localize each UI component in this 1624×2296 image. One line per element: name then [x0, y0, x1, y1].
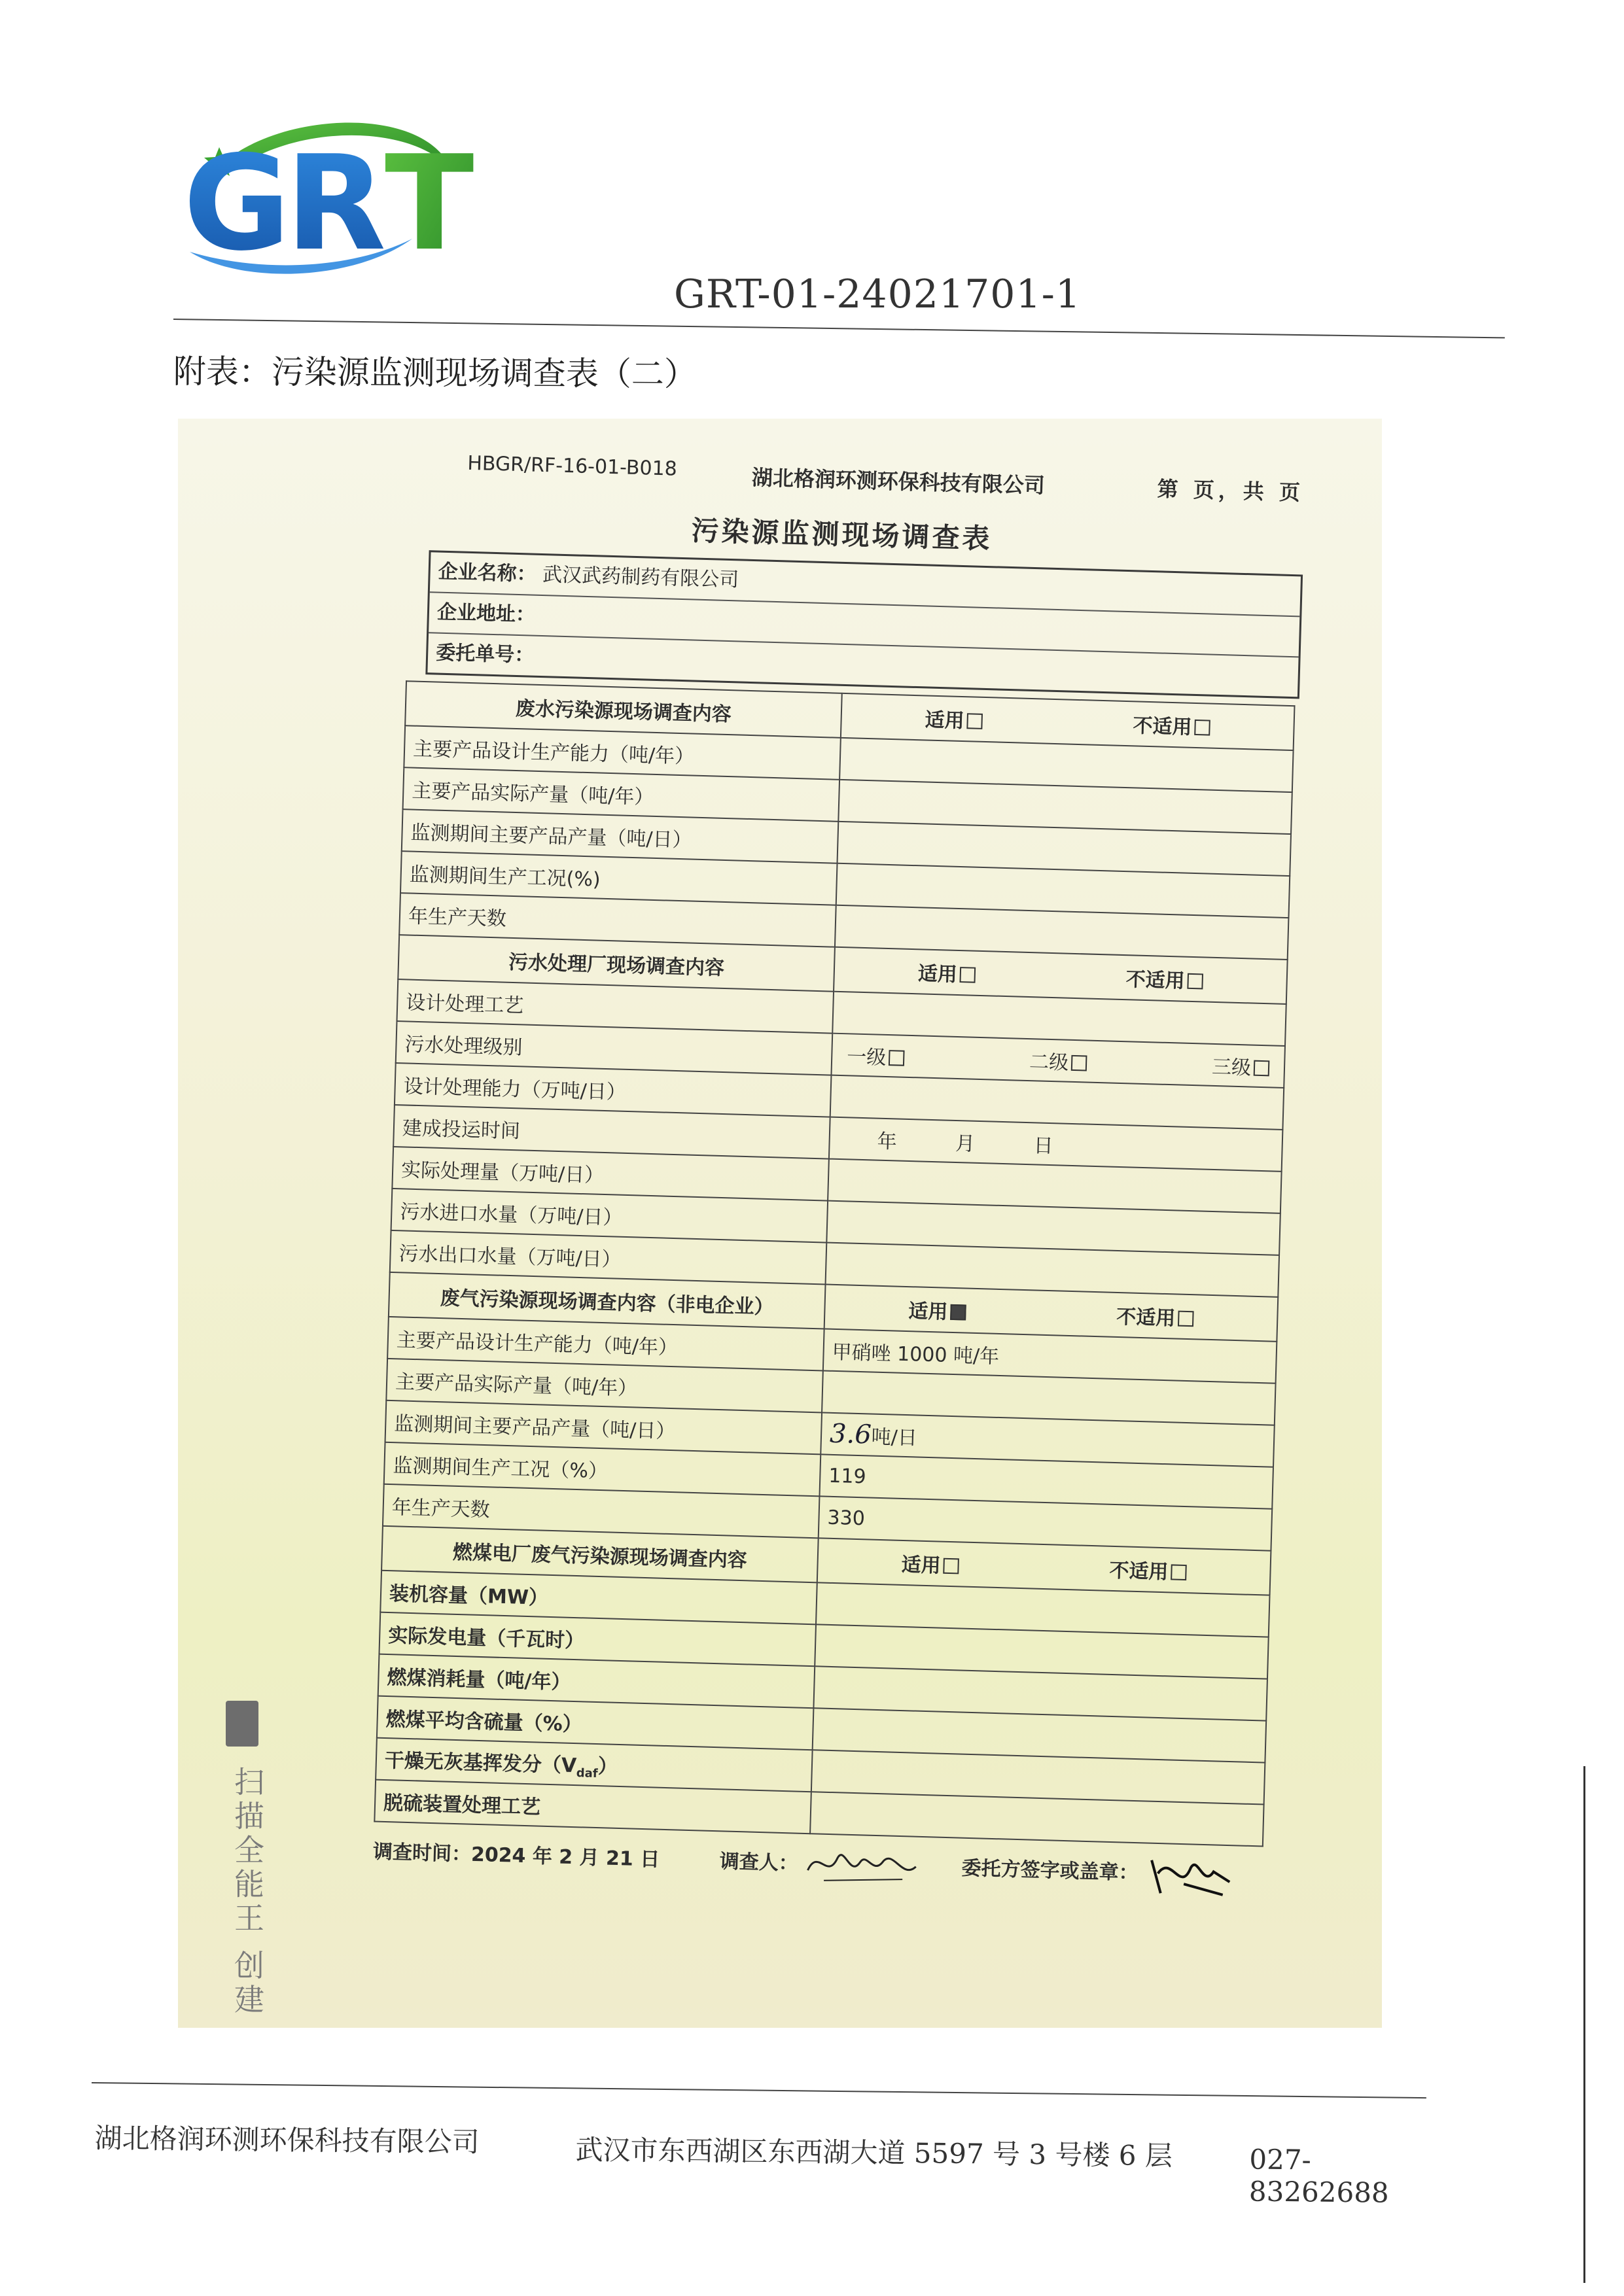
enterprise-info	[425, 550, 1303, 699]
row-label: 设计处理工艺	[397, 979, 834, 1034]
form-company: 湖北格润环测环保科技有限公司	[751, 464, 1046, 498]
not-applicable-option[interactable]: 不适用	[1125, 963, 1203, 994]
applicable-option[interactable]: 适用	[917, 957, 976, 987]
row-label: 年生产天数	[399, 893, 836, 947]
row-label: 主要产品设计生产能力（吨/年）	[387, 1317, 824, 1371]
scanner-badge-icon	[226, 1701, 258, 1747]
row-label: 设计处理能力（万吨/日）	[395, 1063, 832, 1117]
info-label: 企业地址：	[436, 600, 536, 627]
header-divider	[173, 319, 1505, 338]
row-label: 干燥无灰基挥发分$(V_{daf})$	[376, 1738, 813, 1792]
footer-divider	[92, 2082, 1426, 2098]
row-label: 实际发电量（千瓦时）	[379, 1612, 816, 1667]
section-title: 废气污染源现场调查内容（非电企业）	[389, 1272, 826, 1329]
checkbox-icon[interactable]	[959, 967, 976, 983]
checkbox-icon[interactable]	[889, 1050, 905, 1066]
date-month: 月	[955, 1132, 976, 1156]
handwritten-value: 3.6	[829, 1418, 872, 1450]
grt-logo	[177, 111, 497, 281]
checkbox-icon[interactable]	[1071, 1055, 1087, 1071]
production-days-value: 330	[819, 1496, 1273, 1550]
checked-checkbox-icon[interactable]	[950, 1304, 966, 1321]
applicable-option[interactable]: 适用	[908, 1295, 966, 1325]
level-option[interactable]: 一级	[847, 1040, 905, 1070]
row-label: 监测期间生产工况(%)	[400, 851, 838, 905]
row-label: 监测期间生产工况（%）	[384, 1442, 821, 1497]
section-title: 废水污染源现场调查内容	[405, 681, 842, 738]
date-year: 年	[877, 1130, 898, 1154]
row-label: 脱硫装置处理工艺	[374, 1780, 811, 1834]
client-sign-label: 委托方签字或盖章：	[961, 1856, 1139, 1885]
svg-text:T: T	[385, 128, 474, 280]
form-page-label: 第 页，共 页	[1157, 476, 1305, 506]
checkbox-icon[interactable]	[1178, 1311, 1194, 1327]
checkbox-icon[interactable]	[1171, 1564, 1187, 1580]
section-title: 燃煤电厂废气污染源现场调查内容	[381, 1526, 819, 1583]
info-label: 企业名称：	[438, 560, 537, 586]
survey-table	[374, 680, 1295, 1847]
row-label: 主要产品设计生产能力（吨/年）	[404, 725, 841, 780]
row-label: 实际处理量（万吨/日）	[392, 1147, 829, 1201]
row-label: 燃煤消耗量（吨/年）	[378, 1654, 815, 1709]
level-option[interactable]: 三级	[1212, 1051, 1270, 1081]
row-label: 污水出口水量（万吨/日）	[390, 1230, 827, 1285]
not-applicable-option[interactable]: 不适用	[1133, 709, 1210, 740]
survey-time: 调查时间：2024 年 2 月 21 日	[372, 1840, 660, 1871]
design-capacity-value: 甲硝唑 1000 吨/年	[823, 1329, 1277, 1383]
row-label: 污水进口水量（万吨/日）	[391, 1189, 828, 1243]
attachment-title: 附表：污染源监测现场调查表（二）	[173, 352, 697, 394]
not-applicable-option[interactable]: 不适用	[1109, 1554, 1187, 1585]
footer	[94, 2117, 1443, 2209]
load-percent-value: 119	[819, 1454, 1273, 1508]
svg-text:GR: GR	[183, 128, 381, 280]
date-day: 日	[1033, 1134, 1054, 1158]
checkbox-icon[interactable]	[943, 1558, 959, 1574]
client-signature	[1144, 1847, 1237, 1902]
section-title: 污水处理厂现场调查内容	[398, 935, 835, 992]
row-label: 建成投运时间	[393, 1105, 830, 1159]
row-label: 年生产天数	[383, 1484, 820, 1539]
row-label: 装机容量（MW）	[380, 1571, 817, 1625]
applicable-option[interactable]: 适用	[901, 1548, 959, 1578]
row-label: 主要产品实际产量（吨/年）	[403, 767, 840, 822]
row-label: 监测期间主要产品产量（吨/日）	[402, 809, 839, 863]
scanner-watermark: 扫描全能王 创建	[230, 1766, 265, 2018]
checkbox-icon[interactable]	[1254, 1060, 1270, 1077]
footer-phone: 027-83262688	[1248, 2143, 1389, 2209]
not-applicable-option[interactable]: 不适用	[1116, 1300, 1194, 1331]
report-number: GRT-01-24021701-1	[674, 271, 1082, 317]
level-option[interactable]: 二级	[1029, 1045, 1087, 1075]
page-edge-line	[1583, 1766, 1585, 2283]
footer-company: 湖北格润环测环保科技有限公司	[94, 2121, 480, 2159]
surveyor-signature	[804, 1841, 923, 1890]
row-label: 污水处理级别	[396, 1021, 833, 1075]
value-unit: 吨/日	[871, 1425, 918, 1450]
surveyor-label: 调查人：	[719, 1850, 799, 1875]
survey-form	[176, 445, 1328, 1907]
applicable-option[interactable]: 适用	[925, 703, 983, 733]
form-title: 污染源监测现场调查表	[690, 514, 993, 555]
form-code: HBGR/RF-16-01-B018	[467, 451, 678, 481]
row-label: 燃煤平均含硫量（%）	[377, 1696, 814, 1750]
row-label: 主要产品实际产量（吨/年）	[386, 1359, 823, 1413]
checkbox-icon[interactable]	[966, 713, 983, 729]
checkbox-icon[interactable]	[1194, 720, 1210, 736]
checkbox-icon[interactable]	[1187, 973, 1203, 990]
row-label: 监测期间主要产品产量（吨/日）	[385, 1400, 822, 1455]
info-label: 委托单号：	[435, 641, 535, 667]
enterprise-name: 武汉武药制药有限公司	[542, 563, 739, 592]
footer-address: 武汉市东西湖区东西湖大道 5597 号 3 号楼 6 层	[575, 2133, 1173, 2172]
